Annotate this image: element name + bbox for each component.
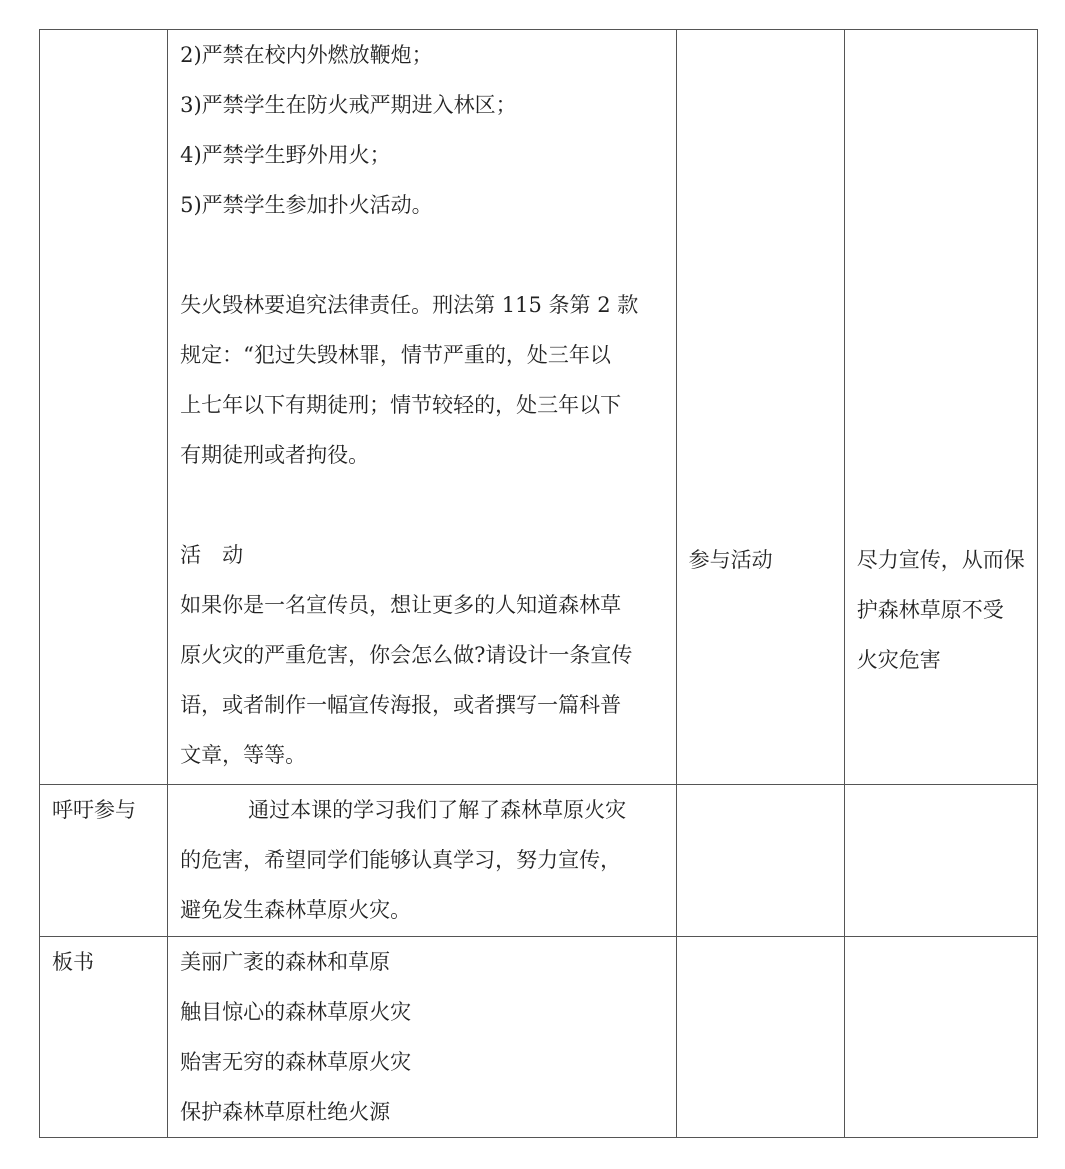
board-label: 板书 [52, 950, 94, 974]
rule-line: 5)严禁学生参加扑火活动。 [180, 193, 433, 217]
activity-line: 如果你是一名宣传员，想让更多的人知道森林草 [180, 593, 622, 617]
law-line: 上七年以下有期徒刑；情节较轻的，处三年以下 [180, 393, 622, 417]
row-label-cell [40, 937, 168, 1138]
empty-cell [676, 937, 844, 1138]
content-cell [168, 937, 677, 1138]
activity-line: 文章，等等。 [180, 743, 307, 767]
rule-line: 3)严禁学生在防火戒严期进入林区； [180, 93, 517, 117]
student-activity-text: 参与活动 [688, 548, 773, 572]
law-line: 有期徒刑或者拘役。 [180, 443, 370, 467]
goal-line: 护森林草原不受 [856, 598, 1004, 622]
appeal-line: 避免发生森林草原火灾。 [180, 898, 412, 922]
rule-line: 4)严禁学生野外用火； [180, 143, 391, 167]
row-label-cell [40, 785, 168, 937]
appeal-label: 呼吁参与 [52, 798, 136, 822]
content-cell [168, 30, 677, 785]
board-line: 保护森林草原杜绝火源 [180, 1100, 391, 1124]
empty-cell [844, 785, 1037, 937]
table-row [40, 785, 1038, 937]
empty-cell [844, 937, 1037, 1138]
goal-line: 尽力宣传，从而保 [856, 548, 1025, 572]
row-label-cell [40, 30, 168, 785]
goal-line: 火灾危害 [856, 648, 941, 672]
student-activity-cell [676, 30, 844, 785]
activity-line: 语，或者制作一幅宣传海报，或者撰写一篇科普 [180, 693, 622, 717]
appeal-line: 的危害，希望同学们能够认真学习，努力宣传， [180, 848, 622, 872]
table-row [40, 937, 1038, 1138]
board-line: 触目惊心的森林草原火灾 [180, 1000, 412, 1024]
law-line: 失火毁林要追究法律责任。刑法第 115 条第 2 款 [180, 293, 639, 317]
law-line: 规定：“犯过失毁林罪，情节严重的，处三年以 [180, 343, 611, 367]
rule-line: 2)严禁在校内外燃放鞭炮； [180, 43, 433, 67]
activity-line: 原火灾的严重危害，你会怎么做?请设计一条宣传 [180, 643, 633, 667]
empty-cell [676, 785, 844, 937]
board-line: 美丽广袤的森林和草原 [180, 950, 391, 974]
board-line: 贻害无穷的森林草原火灾 [180, 1050, 412, 1074]
content-cell [168, 785, 677, 937]
goal-cell [844, 30, 1037, 785]
lesson-plan-table [39, 29, 1038, 1138]
table-row [40, 30, 1038, 785]
activity-title: 活 动 [180, 543, 244, 567]
appeal-line: 通过本课的学习我们了解了森林草原火灾 [248, 798, 627, 822]
